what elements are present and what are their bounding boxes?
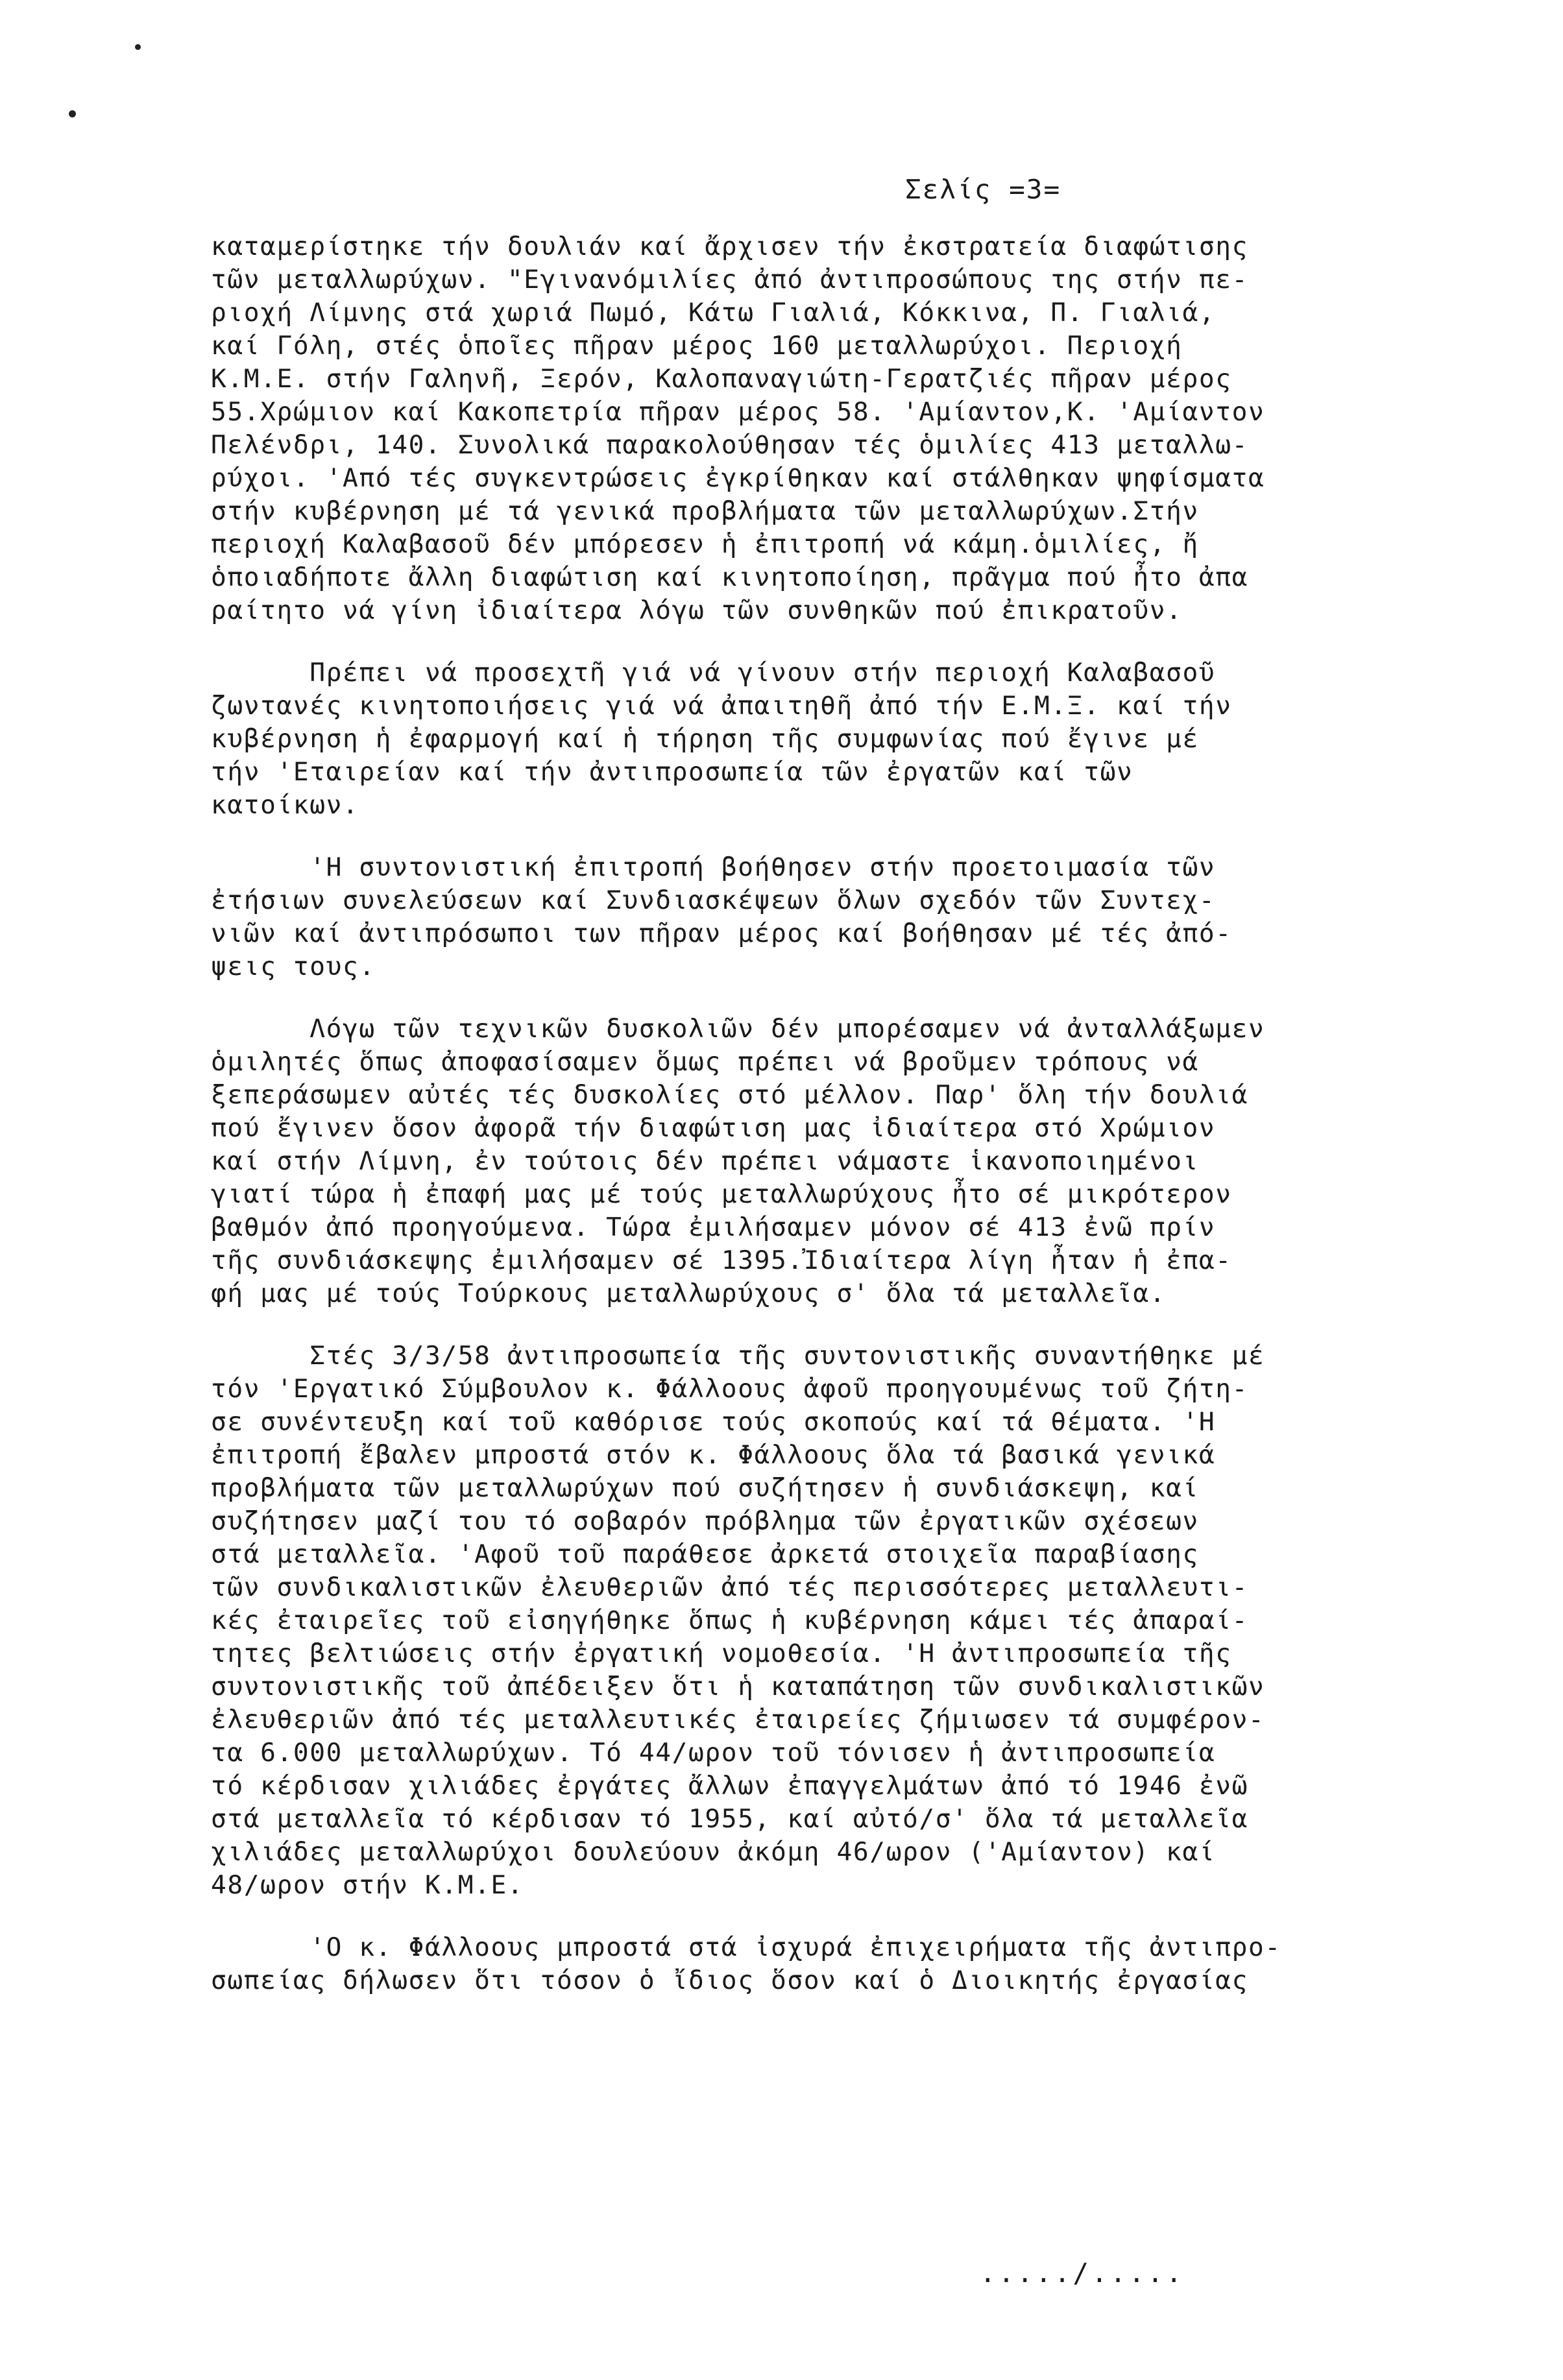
- text-line: ἐπιτροπή ἔβαλεν μπροστά στόν κ. Φάλλοους ὅλα τά βασικά γενικά: [211, 1440, 1216, 1470]
- paragraph: [211, 656, 1521, 822]
- text-line: ἐτήσιων συνελεύσεων καί Συνδιασκέψεων ὅλων σχεδόν τῶν Συντεχ-: [211, 885, 1216, 915]
- text-line: στά μεταλλεῖα τό κέρδισαν τό 1955, καί αὐτό/σ' ὅλα τά μεταλλεῖα: [211, 1804, 1249, 1834]
- text-line: στήν κυβέρνηση μέ τά γενικά προβλήματα τῶν μεταλλωρύχων.Στήν: [211, 496, 1199, 526]
- text-line: τα 6.000 μεταλλωρύχων. Τό 44/ωρον τοῦ τόνισεν ἡ ἀντιπροσωπεία: [211, 1738, 1216, 1768]
- text-line: φή μας μέ τούς Τούρκους μεταλλωρύχους σ' ὅλα τά μεταλλεῖα.: [211, 1279, 1167, 1308]
- text-line: ξεπεράσωμεν αὐτές τές δυσκολίες στό μέλλον. Παρ' ὅλη τήν δουλιά: [211, 1080, 1249, 1110]
- page-number: Σελίς =3=: [905, 174, 1061, 205]
- text-line: περιοχή Καλαβασοῦ δέν μπόρεσεν ἡ ἐπιτροπή νά κάμη.ὁμιλίες, ἤ: [211, 529, 1199, 559]
- text-line: 48/ωρον στήν Κ.Μ.Ε.: [211, 1870, 524, 1900]
- text-line: ραίτητο νά γίνη ἰδιαίτερα λόγω τῶν συνθηκῶν πού ἐπικρατοῦν.: [211, 595, 1183, 625]
- text-line: τῶν μεταλλωρύχων. "Εγινανόμιλίες ἀπό ἀντιπροσώπους της στήν πε-: [211, 265, 1249, 294]
- text-line: ὁμιλητές ὅπως ἀποφασίσαμεν ὅμως πρέπει νά βροῦμεν τρόπους νά: [211, 1047, 1199, 1077]
- text-line: καταμερίστηκε τήν δουλιάν καί ἄρχισεν τήν ἐκστρατεία διαφώτισης: [211, 232, 1249, 261]
- paragraph: [211, 1340, 1521, 1902]
- paragraph: [211, 851, 1521, 983]
- text-line: ζωντανές κινητοποιήσεις γιά νά ἀπαιτηθῆ ἀπό τήν Ε.Μ.Ξ. καί τήν: [211, 691, 1232, 721]
- text-line: 'Η συντονιστική ἐπιτροπή βοήθησεν στήν προετοιμασία τῶν: [211, 852, 1216, 882]
- text-line: τητες βελτιώσεις στήν ἐργατική νομοθεσία. 'Η ἀντιπροσωπεία τῆς: [211, 1639, 1232, 1668]
- text-line: 'Ο κ. Φάλλοους μπροστά στά ἰσχυρά ἐπιχειρήματα τῆς ἀντιπρο-: [211, 1932, 1281, 1962]
- text-line: κυβέρνηση ἡ ἐφαρμογή καί ἡ τήρηση τῆς συμφωνίας πού ἔγινε μέ: [211, 724, 1199, 754]
- text-line: ψεις τους.: [211, 952, 376, 981]
- continuation-marker: ...../.....: [980, 2257, 1185, 2289]
- text-line: τήν 'Εταιρείαν καί τήν ἀντιπροσωπεία τῶν ἐργατῶν καί τῶν: [211, 757, 1133, 787]
- text-line: ρύχοι. 'Από τές συγκεντρώσεις ἐγκρίθηκαν καί στάλθηκαν ψηφίσματα: [211, 463, 1265, 493]
- paragraph: [211, 230, 1521, 627]
- paragraph: [211, 1931, 1521, 1997]
- text-line: 55.Χρώμιον καί Κακοπετρία πῆραν μέρος 58. 'Αμίαντον,Κ. 'Αμίαντον: [211, 397, 1265, 427]
- text-line: καί Γόλη, στές ὁποῖες πῆραν μέρος 160 μεταλλωρύχοι. Περιοχή: [211, 331, 1183, 361]
- text-line: σε συνέντευξη καί τοῦ καθόρισε τούς σκοπούς καί τά θέματα. 'Η: [211, 1407, 1216, 1437]
- text-line: τόν 'Εργατικό Σύμβουλον κ. Φάλλοους ἀφοῦ προηγουμένως τοῦ ζήτη-: [211, 1374, 1249, 1404]
- scan-speck: [135, 44, 141, 50]
- text-line: Πελένδρι, 140. Συνολικά παρακολούθησαν τές ὁμιλίες 413 μεταλλω-: [211, 430, 1249, 460]
- text-line: συζήτησεν μαζί του τό σοβαρόν πρόβλημα τῶν ἐργατικῶν σχέσεων: [211, 1506, 1199, 1536]
- text-line: καί στήν Λίμνη, ἐν τούτοις δέν πρέπει νάμαστε ἱκανοποιημένοι: [211, 1146, 1199, 1176]
- text-line: κατοίκων.: [211, 790, 359, 820]
- text-line: νιῶν καί ἀντιπρόσωποι των πῆραν μέρος καί βοήθησαν μέ τές ἀπό-: [211, 919, 1232, 948]
- text-line: βαθμόν ἀπό προηγούμενα. Τώρα ἐμιλήσαμεν μόνον σέ 413 ἐνῶ πρίν: [211, 1212, 1216, 1242]
- text-line: προβλήματα τῶν μεταλλωρύχων πού συζήτησεν ἡ συνδιάσκεψη, καί: [211, 1473, 1199, 1503]
- text-line: γιατί τώρα ἡ ἐπαφή μας μέ τούς μεταλλωρύχους ἦτο σέ μικρότερον: [211, 1179, 1232, 1209]
- text-line: τῆς συνδιάσκεψης ἐμιλήσαμεν σέ 1395.Ἰδιαίτερα λίγη ἦταν ἡ ἐπα-: [211, 1245, 1232, 1275]
- text-line: χιλιάδες μεταλλωρύχοι δουλεύουν ἀκόμη 46/ωρον ('Αμίαντον) καί: [211, 1837, 1216, 1867]
- text-line: συντονιστικῆς τοῦ ἀπέδειξεν ὅτι ἡ καταπάτηση τῶν συνδικαλιστικῶν: [211, 1672, 1265, 1701]
- text-line: Στές 3/3/58 ἀντιπροσωπεία τῆς συντονιστικῆς συναντήθηκε μέ: [211, 1341, 1265, 1371]
- text-line: Λόγω τῶν τεχνικῶν δυσκολιῶν δέν μπορέσαμεν νά ἀνταλλάξωμεν: [211, 1014, 1265, 1044]
- paragraph: [211, 1013, 1521, 1310]
- text-line: ὁποιαδήποτε ἄλλη διαφώτιση καί κινητοποίηση, πρᾶγμα πού ἦτο ἀπα: [211, 562, 1249, 592]
- scan-speck: [69, 110, 76, 117]
- document-body: [211, 230, 1521, 2026]
- text-line: ριοχή Λίμνης στά χωριά Πωμό, Κάτω Γιαλιά, Κόκκινα, Π. Γιαλιά,: [211, 298, 1216, 328]
- text-line: τό κέρδισαν χιλιάδες ἐργάτες ἄλλων ἐπαγγελμάτων ἀπό τό 1946 ἐνῶ: [211, 1771, 1249, 1801]
- text-line: σωπείας δήλωσεν ὅτι τόσον ὁ ἴδιος ὅσον καί ὁ Διοικητής ἐργασίας: [211, 1965, 1249, 1995]
- text-line: Κ.Μ.Ε. στήν Γαληνῆ, Ξερόν, Καλοπαναγιώτη-Γερατζιές πῆραν μέρος: [211, 364, 1232, 394]
- text-line: πού ἔγινεν ὅσον ἀφορᾶ τήν διαφώτιση μας ἰδιαίτερα στό Χρώμιον: [211, 1113, 1216, 1143]
- text-line: τῶν συνδικαλιστικῶν ἐλευθεριῶν ἀπό τές περισσότερες μεταλλευτι-: [211, 1572, 1249, 1602]
- text-line: Πρέπει νά προσεχτῆ γιά νά γίνουν στήν περιοχή Καλαβασοῦ: [211, 658, 1216, 688]
- text-line: ἐλευθεριῶν ἀπό τές μεταλλευτικές ἐταιρείες ζήμιωσεν τά συμφέρον-: [211, 1705, 1265, 1735]
- text-line: στά μεταλλεῖα. 'Αφοῦ τοῦ παράθεσε ἀρκετά στοιχεῖα παραβίασης: [211, 1539, 1199, 1569]
- text-line: κές ἐταιρεῖες τοῦ εἰσηγήθηκε ὅπως ἡ κυβέρνηση κάμει τές ἀπαραί-: [211, 1605, 1249, 1635]
